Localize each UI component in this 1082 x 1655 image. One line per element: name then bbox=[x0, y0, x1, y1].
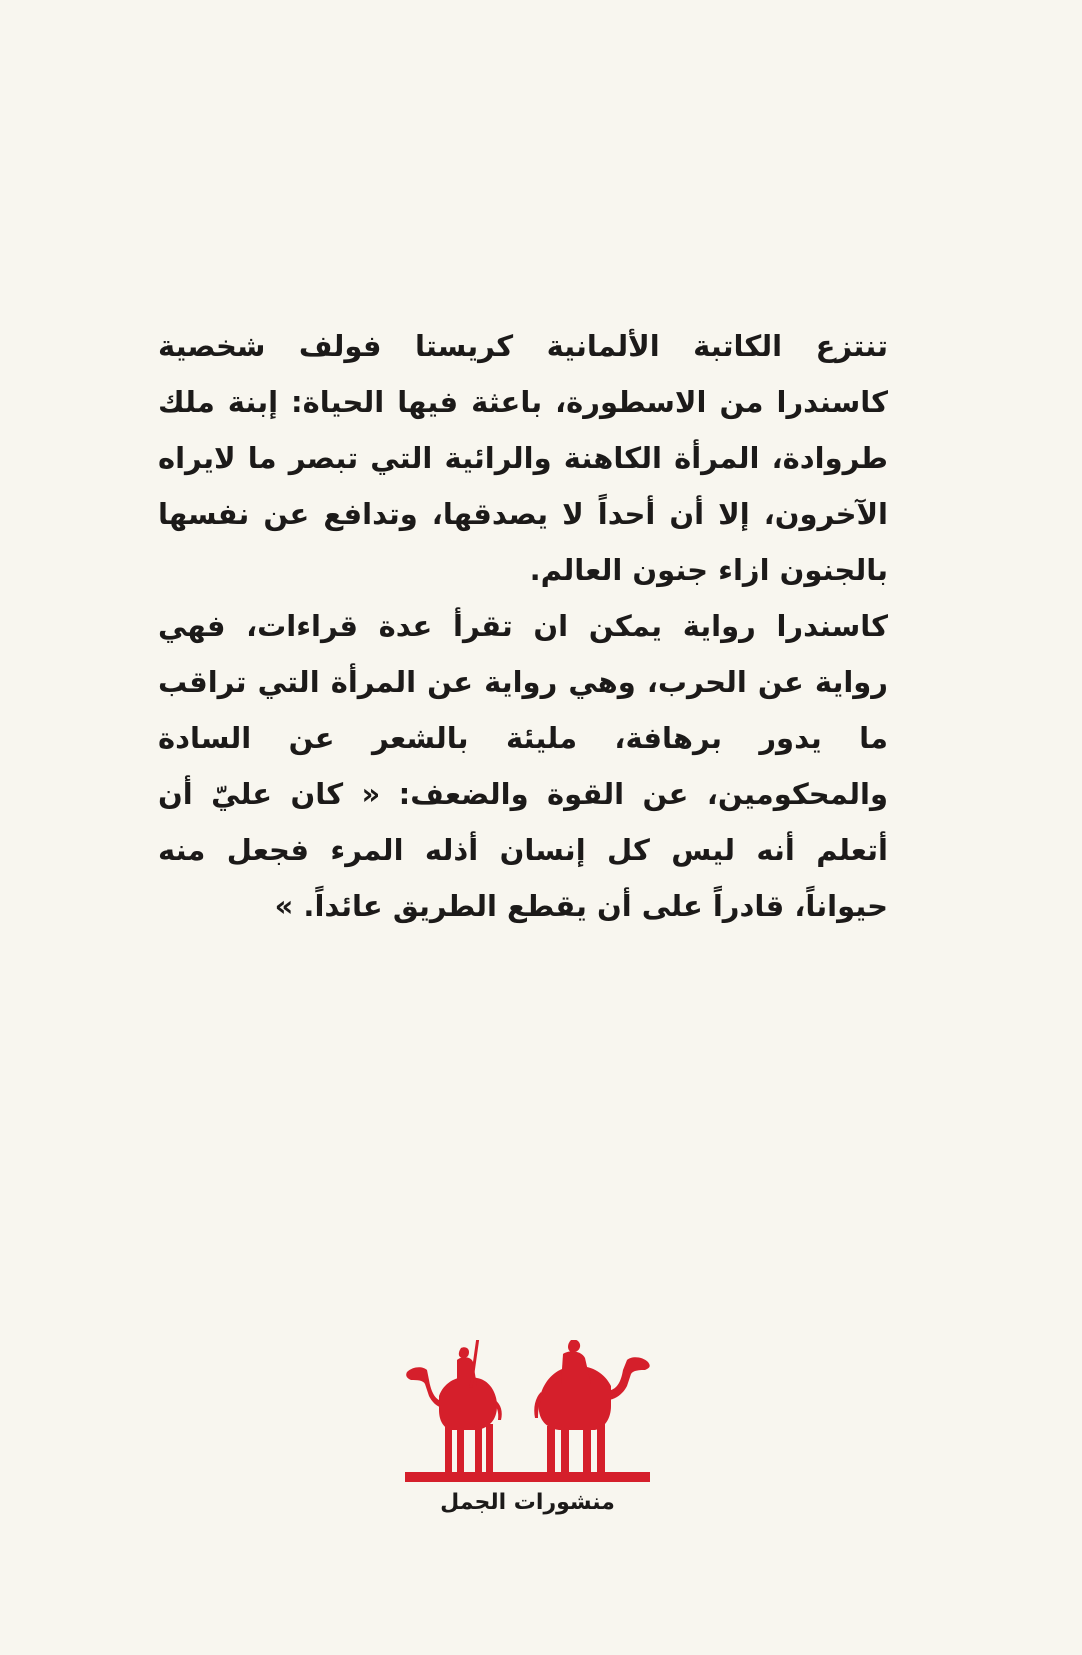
publisher-logo bbox=[405, 1340, 650, 1520]
two-camels-riders-icon bbox=[405, 1340, 650, 1490]
back-cover-blurb bbox=[158, 318, 888, 934]
publisher-name: منشورات الجمل bbox=[440, 1490, 615, 1515]
blurb-paragraph-2: كاسندرا رواية يمكن ان تقرأ عدة قراءات، فهي رواية عن الحرب، وهي رواية عن المرأة التي تراقب ما يدور برهافة، مليئة بالشعر عن السادة والمحكومين، عن القوة والضعف: « كان عليّ أن أتعلم أنه ليس كل إنسان أذله المرء فجعل منه حيواناً، قادراً على أن يقطع الطريق عائداً. » bbox=[158, 609, 888, 923]
blurb-paragraph-1: تنتزع الكاتبة الألمانية كريستا فولف شخصية كاسندرا من الاسطورة، باعثة فيها الحياة: إبنة ملك طروادة، المرأة الكاهنة والرائية التي تبصر ما لايراه الآخرون، إلا أن أحداً لا يصدقها، وتدافع عن نفسها بالجنون ازاء جنون العالم. bbox=[158, 329, 888, 587]
